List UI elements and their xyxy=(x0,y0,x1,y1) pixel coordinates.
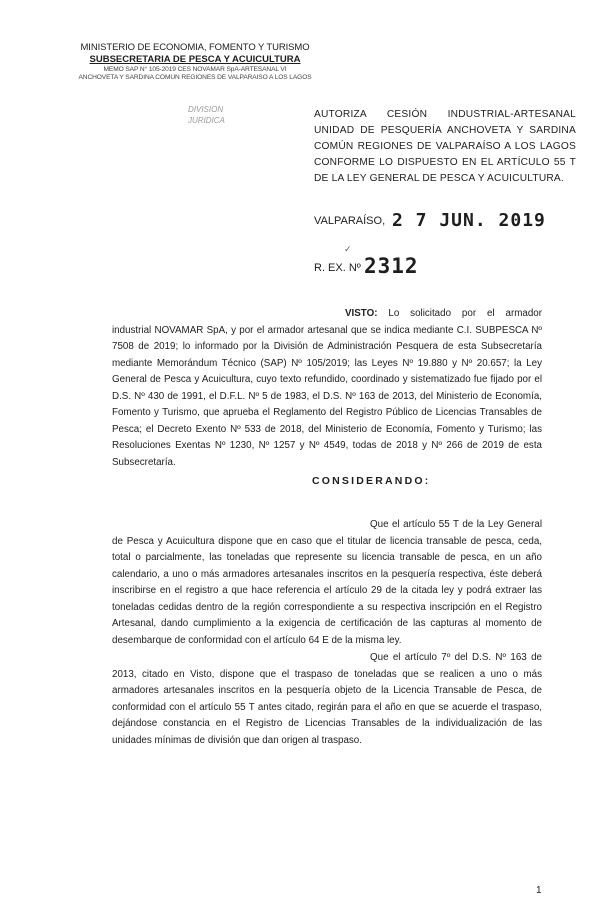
resolution-date: 2 7 JUN. 2019 xyxy=(392,210,546,231)
document-header xyxy=(70,42,320,81)
memo-reference-line-1: MEMO SAP N° 105-2019 CES NOVAMAR SpA-ARTESANAL VI xyxy=(103,66,287,73)
subsecretaria-name: SUBSECRETARIA DE PESCA Y ACUICULTURA xyxy=(89,54,301,65)
stamp-line-1: DIVISION xyxy=(188,105,224,114)
ministry-name: MINISTERIO DE ECONOMIA, FOMENTO Y TURISMO xyxy=(80,42,310,53)
page-number: 1 xyxy=(536,885,542,896)
visto-paragraph xyxy=(112,306,542,471)
considerando-paragraph-1-text: Que el artículo 55 T de la Ley General de Pesca y Acuicultura dispone que en caso que el titular de licencia transable de pesca, ceda, total o parcialmente, las toneladas que represente su licencia transable de pesca, en un año calendario, a uno o más armadores artesanales inscritos en la pesquería respectiva, éste deberá inscribirse en el registro a que hace referencia el artículo 29 de la citada ley y podrá extraer las toneladas cedidas dentro de la región correspondiente a su respectiva inscripción en el Registro Artesanal, dando cumplimiento a la exigencia de certificación de las capturas al momento de desembarque de conformidad con el artículo 64 E de la misma ley. xyxy=(112,519,542,646)
considerando-heading: CONSIDERANDO: xyxy=(312,475,431,487)
visto-text: Lo solicitado por el armador industrial NOVAMAR SpA, y por el armador artesanal que se indica mediante C.I. SUBPESCA Nº 7508 de 2019; lo informado por la División de Administración Pesquera de esta Subsecretaría mediante Memorándum Técnico (SAP) Nº 105/2019; las Leyes Nº 19.880 y Nº 20.657; la Ley General de Pesca y Acuicultura, cuyo texto refundido, coordinado y sistematizado fue fijado por el D.S. Nº 430 de 1991, el D.F.L. Nº 5 de 1983, el D.S. Nº 163 de 2013, del Ministerio de Economía, Fomento y Turismo, que aprueba el Reglamento del Registro Público de Licencias Transables de Pesca; el Decreto Exento Nº 533 de 2018, del Ministerio de Economía, Fomento y Turismo; las Resoluciones Exentas Nº 1230, Nº 1257 y Nº 4549, todas de 2018 y Nº 266 de 2019 de esta Subsecretaría. xyxy=(112,308,542,468)
place-label: VALPARAÍSO, xyxy=(314,215,386,227)
resolution-number: 2312 xyxy=(364,254,419,278)
considerando-paragraph-2-text: Que el artículo 7º del D.S. Nº 163 de 2013, citado en Visto, dispone que el traspaso de toneladas que se realicen a uno o más armadores artesanales inscritos en la pesquería objeto de la Licencia Transable de Pesca, de conformidad con el artículo 55 T antes citado, regirán para el año en que se acuerde el traspaso, dejándose constancia en el Registro de Licencias Transables de la individualización de las unidades mínimas de división que dan origen al traspaso. xyxy=(112,652,542,746)
resolution-title: AUTORIZA CESIÓN INDUSTRIAL-ARTESANAL UNIDAD DE PESQUERÍA ANCHOVETA Y SARDINA COMÚN REGIONES DE VALPARAÍSO A LOS LAGOS CONFORME LO DISPUESTO EN EL ARTÍCULO 55 T DE LA LEY GENERAL DE PESCA Y ACUICULTURA. xyxy=(314,109,576,184)
visto-label: VISTO: xyxy=(345,308,378,319)
check-mark-icon: ✓ xyxy=(344,244,352,254)
resolution-number-label: R. EX. Nº xyxy=(314,262,361,274)
considerando-paragraph-2 xyxy=(112,650,542,749)
considerando-paragraph-1 xyxy=(112,517,542,649)
memo-reference-line-2: ANCHOVETA Y SARDINA COMUN REGIONES DE VALPARAISO A LOS LAGOS xyxy=(78,74,312,81)
stamp-line-2: JURIDICA xyxy=(188,116,225,125)
faded-stamp xyxy=(188,104,274,138)
